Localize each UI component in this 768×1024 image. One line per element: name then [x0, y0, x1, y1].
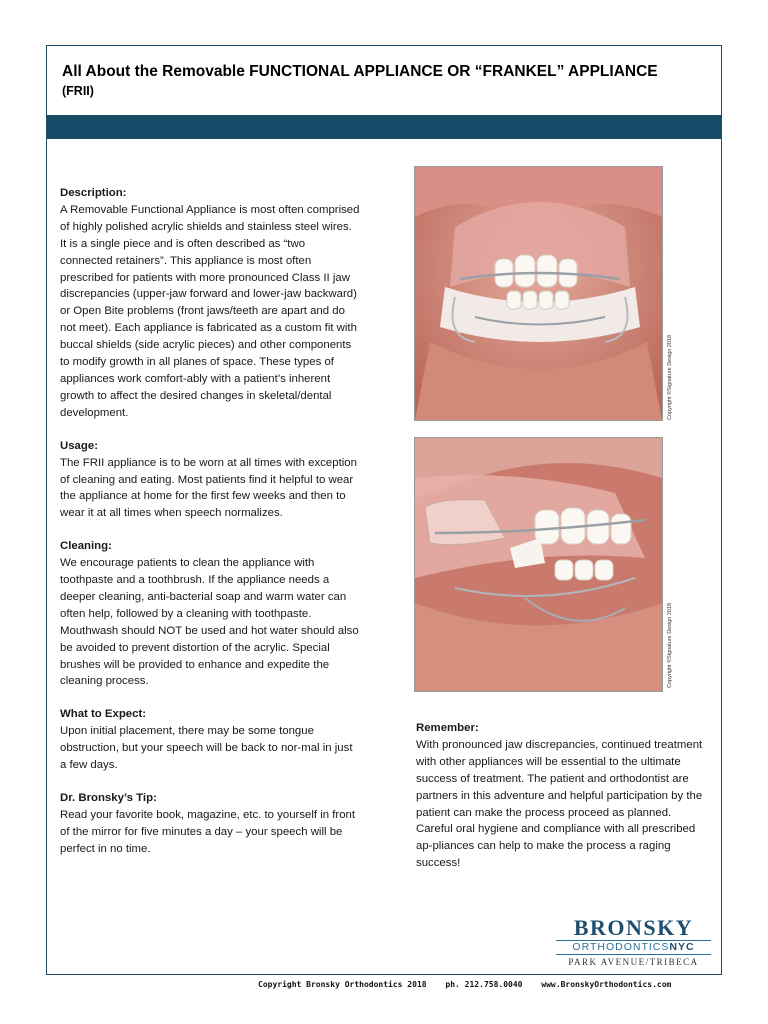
expect-body: Upon initial placement, there may be some tongue obstruction, but your speech will be back to nor-mal in just a few days. [60, 725, 353, 772]
description-heading: Description: [60, 187, 127, 199]
footer-website[interactable]: www.BronskyOrthodontics.com [541, 980, 672, 989]
tip-section [60, 790, 360, 858]
header-band [47, 115, 721, 139]
logo-location: PARK AVENUE/TRIBECA [568, 957, 699, 967]
right-column [416, 720, 708, 872]
photo-credit-2: Copyright ©Signature Design 2018 [667, 602, 673, 688]
logo-sub-b: NYC [669, 941, 695, 953]
footer [258, 980, 708, 989]
logo-name: BRONSKY [573, 915, 694, 940]
title-text: All About the Removable FUNCTIONAL APPLIANCE OR “FRANKEL” APPLIANCE [62, 63, 658, 80]
tip-heading: Dr. Bronsky’s Tip: [60, 792, 157, 804]
usage-heading: Usage: [60, 439, 98, 452]
tip-body: Read your favorite book, magazine, etc. to yourself in front of the mirror for five minutes a day – your speech will be perfect in no time. [60, 808, 356, 855]
photo-credit-1: Copyright ©Signature Design 2018 [667, 334, 673, 420]
expect-section [60, 706, 360, 774]
usage-section [60, 438, 360, 523]
logo-subtitle [556, 940, 711, 955]
logo-sub-a: ORTHODONTICS [572, 941, 670, 953]
footer-copyright: Copyright Bronsky Orthodontics 2018 [258, 980, 427, 989]
remember-heading: Remember: [416, 722, 479, 734]
page-title [62, 62, 682, 101]
left-column [60, 185, 360, 874]
description-section [60, 185, 360, 422]
cleaning-body: We encourage patients to clean the appliance with toothpaste and a toothbrush. If the appliance needs a deeper cleaning, anti-bacterial soap and warm water can often help, followed by a cleaning with toothpaste. Mouthwash should NOT be used and hot water should also be avoided to prevent distortion of the acrylic. Special brushes will be provided to enhance and expedite the cleaning process. [60, 557, 359, 688]
footer-phone: ph. 212.758.0040 [445, 980, 523, 989]
bronsky-logo [556, 917, 711, 967]
expect-heading: What to Expect: [60, 708, 147, 721]
description-body: A Removable Functional Appliance is most often comprised of highly polished acrylic shields and stainless steel wires. It is a single piece and is often described as “two connected retainers”. This appliance is most often prescribed for patients with more pronounced Class II jaw discrepancies (upper-jaw forward and lower-jaw backward) or Open Bite problems (front jaws/teeth are apart and do not meet). Each appliance is fabricated as a custom fit with buccal shields (side acrylic pieces) and other components to modify growth in all planes of space. These types of appliances work comfort-ably with a patient’s inherent growth to affect the desired changes in skeletal/dental development. [60, 203, 360, 419]
title-suffix: (FRII) [62, 84, 94, 98]
appliance-photo-front [414, 166, 663, 421]
remember-body: With pronounced jaw discrepancies, continued treatment with other appliances will be essential to the ultimate success of treatment. The patient and orthodontist are partners in this adventure and helpful participation by the patient can make the process proceed as planned. Careful oral hygiene and compliance with all prescribed ap-pliances can help to make the process a raging success! [416, 738, 703, 870]
appliance-photo-side [414, 437, 663, 692]
cleaning-section [60, 538, 360, 690]
cleaning-heading: Cleaning: [60, 540, 112, 553]
usage-body: The FRII appliance is to be worn at all times with exception of cleaning and eating. Most patients find it helpful to wear the appliance at home for the first few weeks and then to wear it at all times when speech normalizes. [60, 456, 357, 520]
